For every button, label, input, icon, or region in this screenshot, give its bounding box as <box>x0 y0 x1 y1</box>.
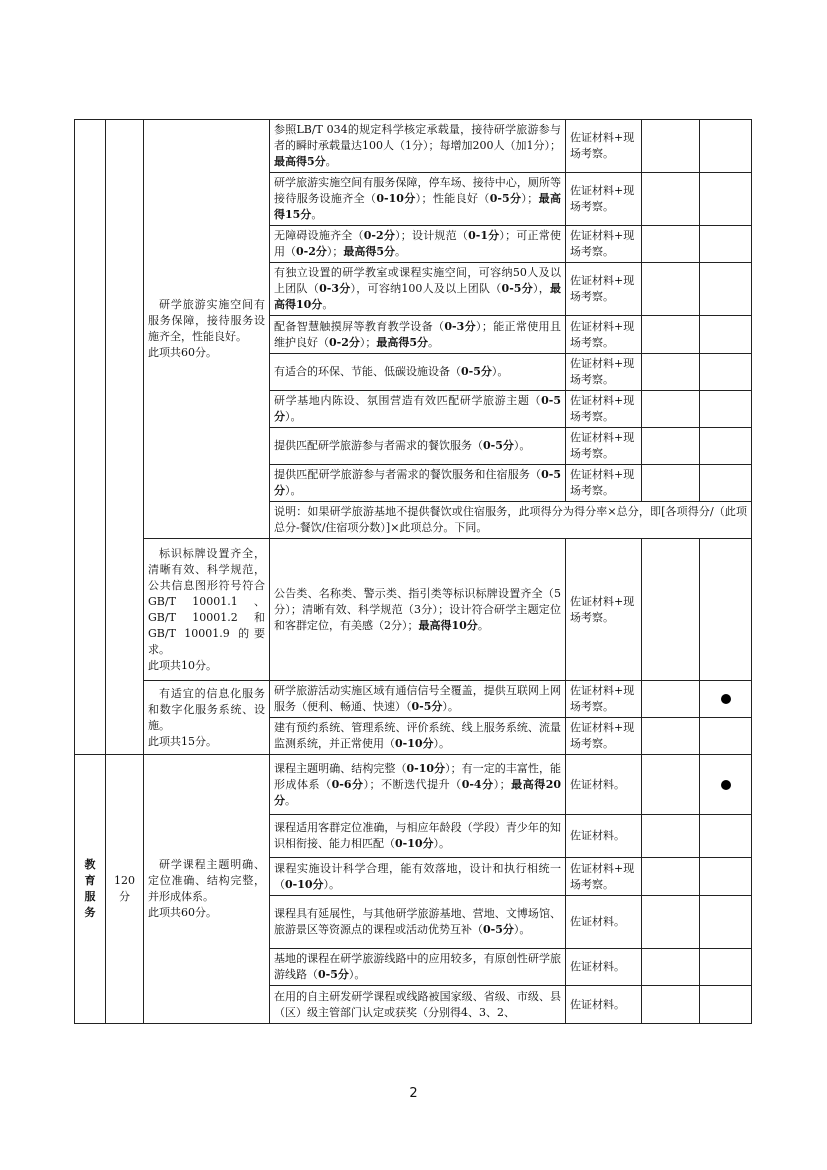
criterion-description: 提供匹配研学旅游参与者需求的餐饮服务（0-5分）。 <box>270 428 566 465</box>
evaluation-item-cell <box>144 755 270 1024</box>
assessment-method: 佐证材料+现场考察。 <box>566 226 642 263</box>
item-requirement-text: 有适宜的信息化服务和数字化服务系统、设施。 <box>148 686 265 732</box>
item-requirement-text: 研学旅游实施空间有服务保障，接待服务设施齐全，性能良好。 <box>148 298 265 343</box>
assessment-method: 佐证材料+现场考察。 <box>566 718 642 755</box>
score-cell <box>642 755 700 815</box>
key-indicator-cell <box>700 986 752 1024</box>
scoring-note: 说明：如果研学旅游基地不提供餐饮或住宿服务，此项得分为得分率×总分，即[各项得分/（此项总分-餐饮/住宿项分数）]×此项总分。下同。 <box>270 502 752 539</box>
criterion-description: 参照LB/T 034的规定科学核定承载量，接待研学旅游参与者的瞬时承载量达100人（1分）；每增加200人（加1分）；最高得5分。 <box>270 120 566 173</box>
key-indicator-cell <box>700 226 752 263</box>
score-cell <box>642 681 700 718</box>
score-cell <box>642 896 700 949</box>
assessment-method: 佐证材料+现场考察。 <box>566 391 642 428</box>
score-cell <box>642 226 700 263</box>
key-indicator-cell <box>700 465 752 502</box>
key-indicator-cell <box>700 391 752 428</box>
assessment-method: 佐证材料。 <box>566 949 642 986</box>
score-cell <box>642 316 700 354</box>
key-indicator-cell <box>700 815 752 858</box>
key-indicator-cell <box>700 949 752 986</box>
evaluation-table <box>74 119 752 1024</box>
item-total-score-text: 此项共60分。 <box>148 346 217 359</box>
score-cell <box>642 428 700 465</box>
assessment-method: 佐证材料+现场考察。 <box>566 316 642 354</box>
assessment-method: 佐证材料+现场考察。 <box>566 681 642 718</box>
score-cell <box>642 986 700 1024</box>
criterion-description: 课程实施设计科学合理，能有效落地，设计和执行相统一（0-10分）。 <box>270 858 566 896</box>
score-cell <box>642 354 700 391</box>
criterion-description: 课程具有延展性，与其他研学旅游基地、营地、文博场馆、旅游景区等资源点的课程或活动优势互补（0-5分）。 <box>270 896 566 949</box>
criterion-description: 基地的课程在研学旅游线路中的应用较多，有原创性研学旅游线路（0-5分）。 <box>270 949 566 986</box>
table-row <box>75 755 752 815</box>
score-cell <box>642 815 700 858</box>
item-requirement-text: 标识标牌设置齐全，清晰有效、科学规范，公共信息图形符号符合 GB/T 10001.1 、 GB/T 10001.2 和 GB/T 10001.9 的要求。 <box>148 546 265 656</box>
criterion-description: 课程主题明确、结构完整（0-10分）；有一定的丰富性，能形成体系（0-6分）；不断迭代提升（0-4分）；最高得20分。 <box>270 755 566 815</box>
evaluation-item-cell <box>144 681 270 755</box>
item-total-score-text: 此项共10分。 <box>148 658 217 672</box>
key-indicator-cell <box>700 539 752 681</box>
criterion-description: 有适合的环保、节能、低碳设施设备（0-5分）。 <box>270 354 566 391</box>
score-cell <box>642 173 700 226</box>
assessment-method: 佐证材料+现场考察。 <box>566 858 642 896</box>
assessment-method: 佐证材料+现场考察。 <box>566 120 642 173</box>
category-cell: 教 育 服 务 <box>75 755 106 1024</box>
assessment-method: 佐证材料+现场考察。 <box>566 539 642 681</box>
criterion-description: 配备智慧触摸屏等教育教学设备（0-3分）；能正常使用且维护良好（0-2分）；最高得5分。 <box>270 316 566 354</box>
key-indicator-cell <box>700 896 752 949</box>
key-indicator-cell <box>700 263 752 316</box>
score-cell <box>642 120 700 173</box>
key-indicator-cell <box>700 120 752 173</box>
criterion-description: 课程适用客群定位准确，与相应年龄段（学段）青少年的知识相衔接、能力相匹配（0-10分）。 <box>270 815 566 858</box>
table-row <box>75 120 752 173</box>
assessment-method: 佐证材料。 <box>566 986 642 1024</box>
assessment-method: 佐证材料+现场考察。 <box>566 263 642 316</box>
key-indicator-dot-icon <box>721 780 731 790</box>
criterion-description: 公告类、名称类、警示类、指引类等标识标牌设置齐全（5分）；清晰有效、科学规范（3分）；设计符合研学主题定位和客群定位，有美感（2分）；最高得10分。 <box>270 539 566 681</box>
evaluation-item-cell <box>144 539 270 681</box>
score-cell <box>642 539 700 681</box>
table-row <box>75 681 752 718</box>
key-indicator-cell <box>700 173 752 226</box>
criterion-description: 研学旅游活动实施区域有通信信号全覆盖，提供互联网上网服务（便利、畅通、快速）（0-5分）。 <box>270 681 566 718</box>
assessment-method: 佐证材料。 <box>566 815 642 858</box>
key-indicator-cell <box>700 316 752 354</box>
criterion-description: 在用的自主研发研学课程或线路被国家级、省级、市级、县（区）级主管部门认定或获奖（分别得4、3、2、 <box>270 986 566 1024</box>
assessment-method: 佐证材料+现场考察。 <box>566 173 642 226</box>
evaluation-item-cell <box>144 120 270 539</box>
criterion-description: 研学旅游实施空间有服务保障，停车场、接待中心，厕所等接待服务设施齐全（0-10分）；性能良好（0-5分）；最高得15分。 <box>270 173 566 226</box>
category-cell <box>75 120 106 755</box>
score-cell <box>642 391 700 428</box>
criterion-description: 研学基地内陈设、氛围营造有效匹配研学旅游主题（0-5分）。 <box>270 391 566 428</box>
item-total-score-text: 此项共15分。 <box>148 734 217 748</box>
points-cell: 120分 <box>106 755 144 1024</box>
score-cell <box>642 718 700 755</box>
key-indicator-cell <box>700 858 752 896</box>
key-indicator-cell <box>700 681 752 718</box>
score-cell <box>642 465 700 502</box>
item-total-score-text: 此项共60分。 <box>148 906 217 919</box>
points-cell <box>106 120 144 755</box>
page-number: 2 <box>409 1086 418 1101</box>
item-requirement-text: 研学课程主题明确、定位准确、结构完整，并形成体系。 <box>148 858 265 903</box>
assessment-method: 佐证材料+现场考察。 <box>566 428 642 465</box>
assessment-method: 佐证材料。 <box>566 755 642 815</box>
score-cell <box>642 949 700 986</box>
key-indicator-cell <box>700 718 752 755</box>
assessment-method: 佐证材料+现场考察。 <box>566 465 642 502</box>
criterion-description: 有独立设置的研学教室或课程实施空间，可容纳50人及以上团队（0-3分），可容纳100人及以上团队（0-5分），最高得10分。 <box>270 263 566 316</box>
criterion-description: 建有预约系统、管理系统、评价系统、线上服务系统、流量监测系统，并正常使用（0-10分）。 <box>270 718 566 755</box>
key-indicator-cell <box>700 354 752 391</box>
score-cell <box>642 858 700 896</box>
assessment-method: 佐证材料+现场考察。 <box>566 354 642 391</box>
key-indicator-cell <box>700 428 752 465</box>
table-row <box>75 539 752 681</box>
key-indicator-dot-icon <box>721 694 731 704</box>
assessment-method: 佐证材料。 <box>566 896 642 949</box>
key-indicator-cell <box>700 755 752 815</box>
score-cell <box>642 263 700 316</box>
criterion-description: 无障碍设施齐全（0-2分）；设计规范（0-1分）；可正常使用（0-2分）；最高得5分。 <box>270 226 566 263</box>
criterion-description: 提供匹配研学旅游参与者需求的餐饮服务和住宿服务（0-5分）。 <box>270 465 566 502</box>
